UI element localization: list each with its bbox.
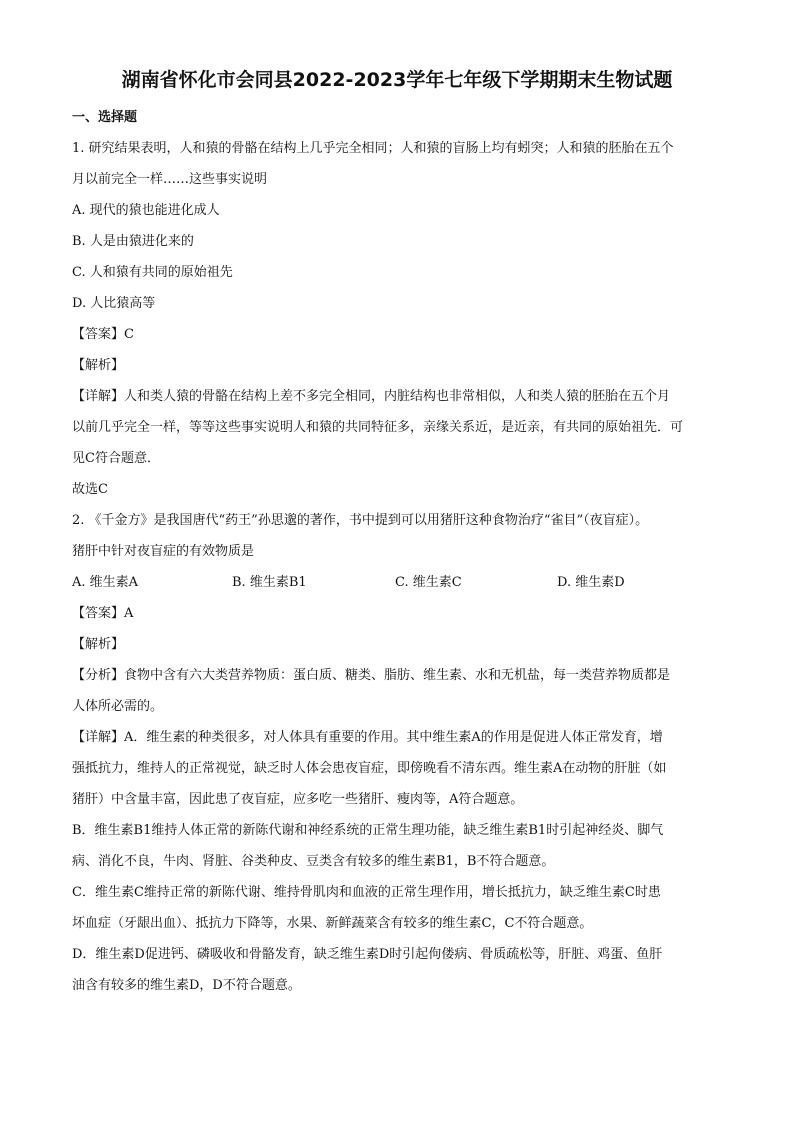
option-a: A. 维生素A (72, 575, 139, 590)
question-stem-line: 1. 研究结果表明，人和猿的骨骼在结构上几乎完全相同；人和猿的盲肠上均有蚓突；人和猿的胚胎在五个 (72, 141, 674, 156)
option-d: D. 维生素D (557, 575, 625, 590)
analysis-label: 【解析】 (72, 637, 125, 652)
answer-label: 【答案】C (72, 327, 134, 342)
question-stem-line: 猪肝中针对夜盲症的有效物质是 (72, 544, 255, 559)
detail-line: 【详解】人和类人猿的骨骼在结构上差不多完全相同，内脏结构也非常相似，人和类人猿的胚胎在五个月 (72, 389, 671, 404)
answer-label: 【答案】A (72, 606, 134, 621)
option-a: A. 现代的猿也能进化成人 (72, 203, 220, 218)
detail-line: D．维生素D促进钙、磷吸收和骨骼发育，缺乏维生素D时引起佝偻病、骨质疏松等，肝脏、鸡蛋、鱼肝 (72, 947, 663, 962)
option-b: B. 维生素B1 (232, 575, 307, 590)
option-c: C. 维生素C (395, 575, 462, 590)
options-row (72, 567, 722, 598)
analysis-line: 人体所必需的。 (72, 699, 164, 714)
detail-line: 病、消化不良，牛肉、肾脏、谷类种皮、豆类含有较多的维生素B1，B不符合题意。 (72, 854, 555, 869)
detail-line: 强抵抗力，维持人的正常视觉，缺乏时人体会患夜盲症，即傍晚看不清东西。维生素A在动物的肝脏（如 (72, 761, 667, 776)
question-1 (72, 133, 722, 505)
detail-line: 【详解】A．维生素的种类很多，对人体具有重要的作用。其中维生素A的作用是促进人体正常发育，增 (72, 730, 663, 745)
conclusion-line: 故选C (72, 482, 108, 497)
option-d: D. 人比猿高等 (72, 296, 156, 311)
analysis-line: 【分析】食物中含有六大类营养物质：蛋白质、糖类、脂肪、维生素、水和无机盐，每一类营养物质都是 (72, 668, 671, 683)
analysis-label: 【解析】 (72, 358, 125, 373)
detail-line: 见C符合题意． (72, 451, 160, 466)
detail-line: 油含有较多的维生素D，D不符合题意。 (72, 978, 301, 993)
detail-line: 猪肝）中含量丰富，因此患了夜盲症，应多吃一些猪肝、瘦肉等，A符合题意。 (72, 792, 524, 807)
question-stem-line: 月以前完全一样……这些事实说明 (72, 172, 268, 187)
detail-line: 坏血症（牙龈出血）、抵抗力下降等，水果、新鲜蔬菜含有较多的维生素C，C不符合题意。 (72, 916, 593, 931)
option-b: B. 人是由猿进化来的 (72, 234, 194, 249)
detail-line: 以前几乎完全一样，等等这些事实说明人和猿的共同特征多，亲缘关系近，是近亲，有共同的原始祖先．可 (72, 420, 684, 435)
page-title: 湖南省怀化市会同县2022-2023学年七年级下学期期末生物试题 (121, 69, 673, 91)
section-heading: 一、选择题 (72, 110, 138, 125)
detail-line: C．维生素C维持正常的新陈代谢、维持骨肌肉和血液的正常生理作用，增长抵抗力，缺乏维生素C时患 (72, 885, 661, 900)
question-2 (72, 505, 722, 1001)
detail-line: B．维生素B1维持人体正常的新陈代谢和神经系统的正常生理功能，缺乏维生素B1时引起神经炎、脚气 (72, 823, 664, 838)
option-c: C. 人和猿有共同的原始祖先 (72, 265, 233, 280)
question-stem-line: 2. 《千金方》是我国唐代“药王”孙思邈的著作，书中提到可以用猪肝这种食物治疗“雀目”（夜盲症）。 (72, 513, 649, 528)
